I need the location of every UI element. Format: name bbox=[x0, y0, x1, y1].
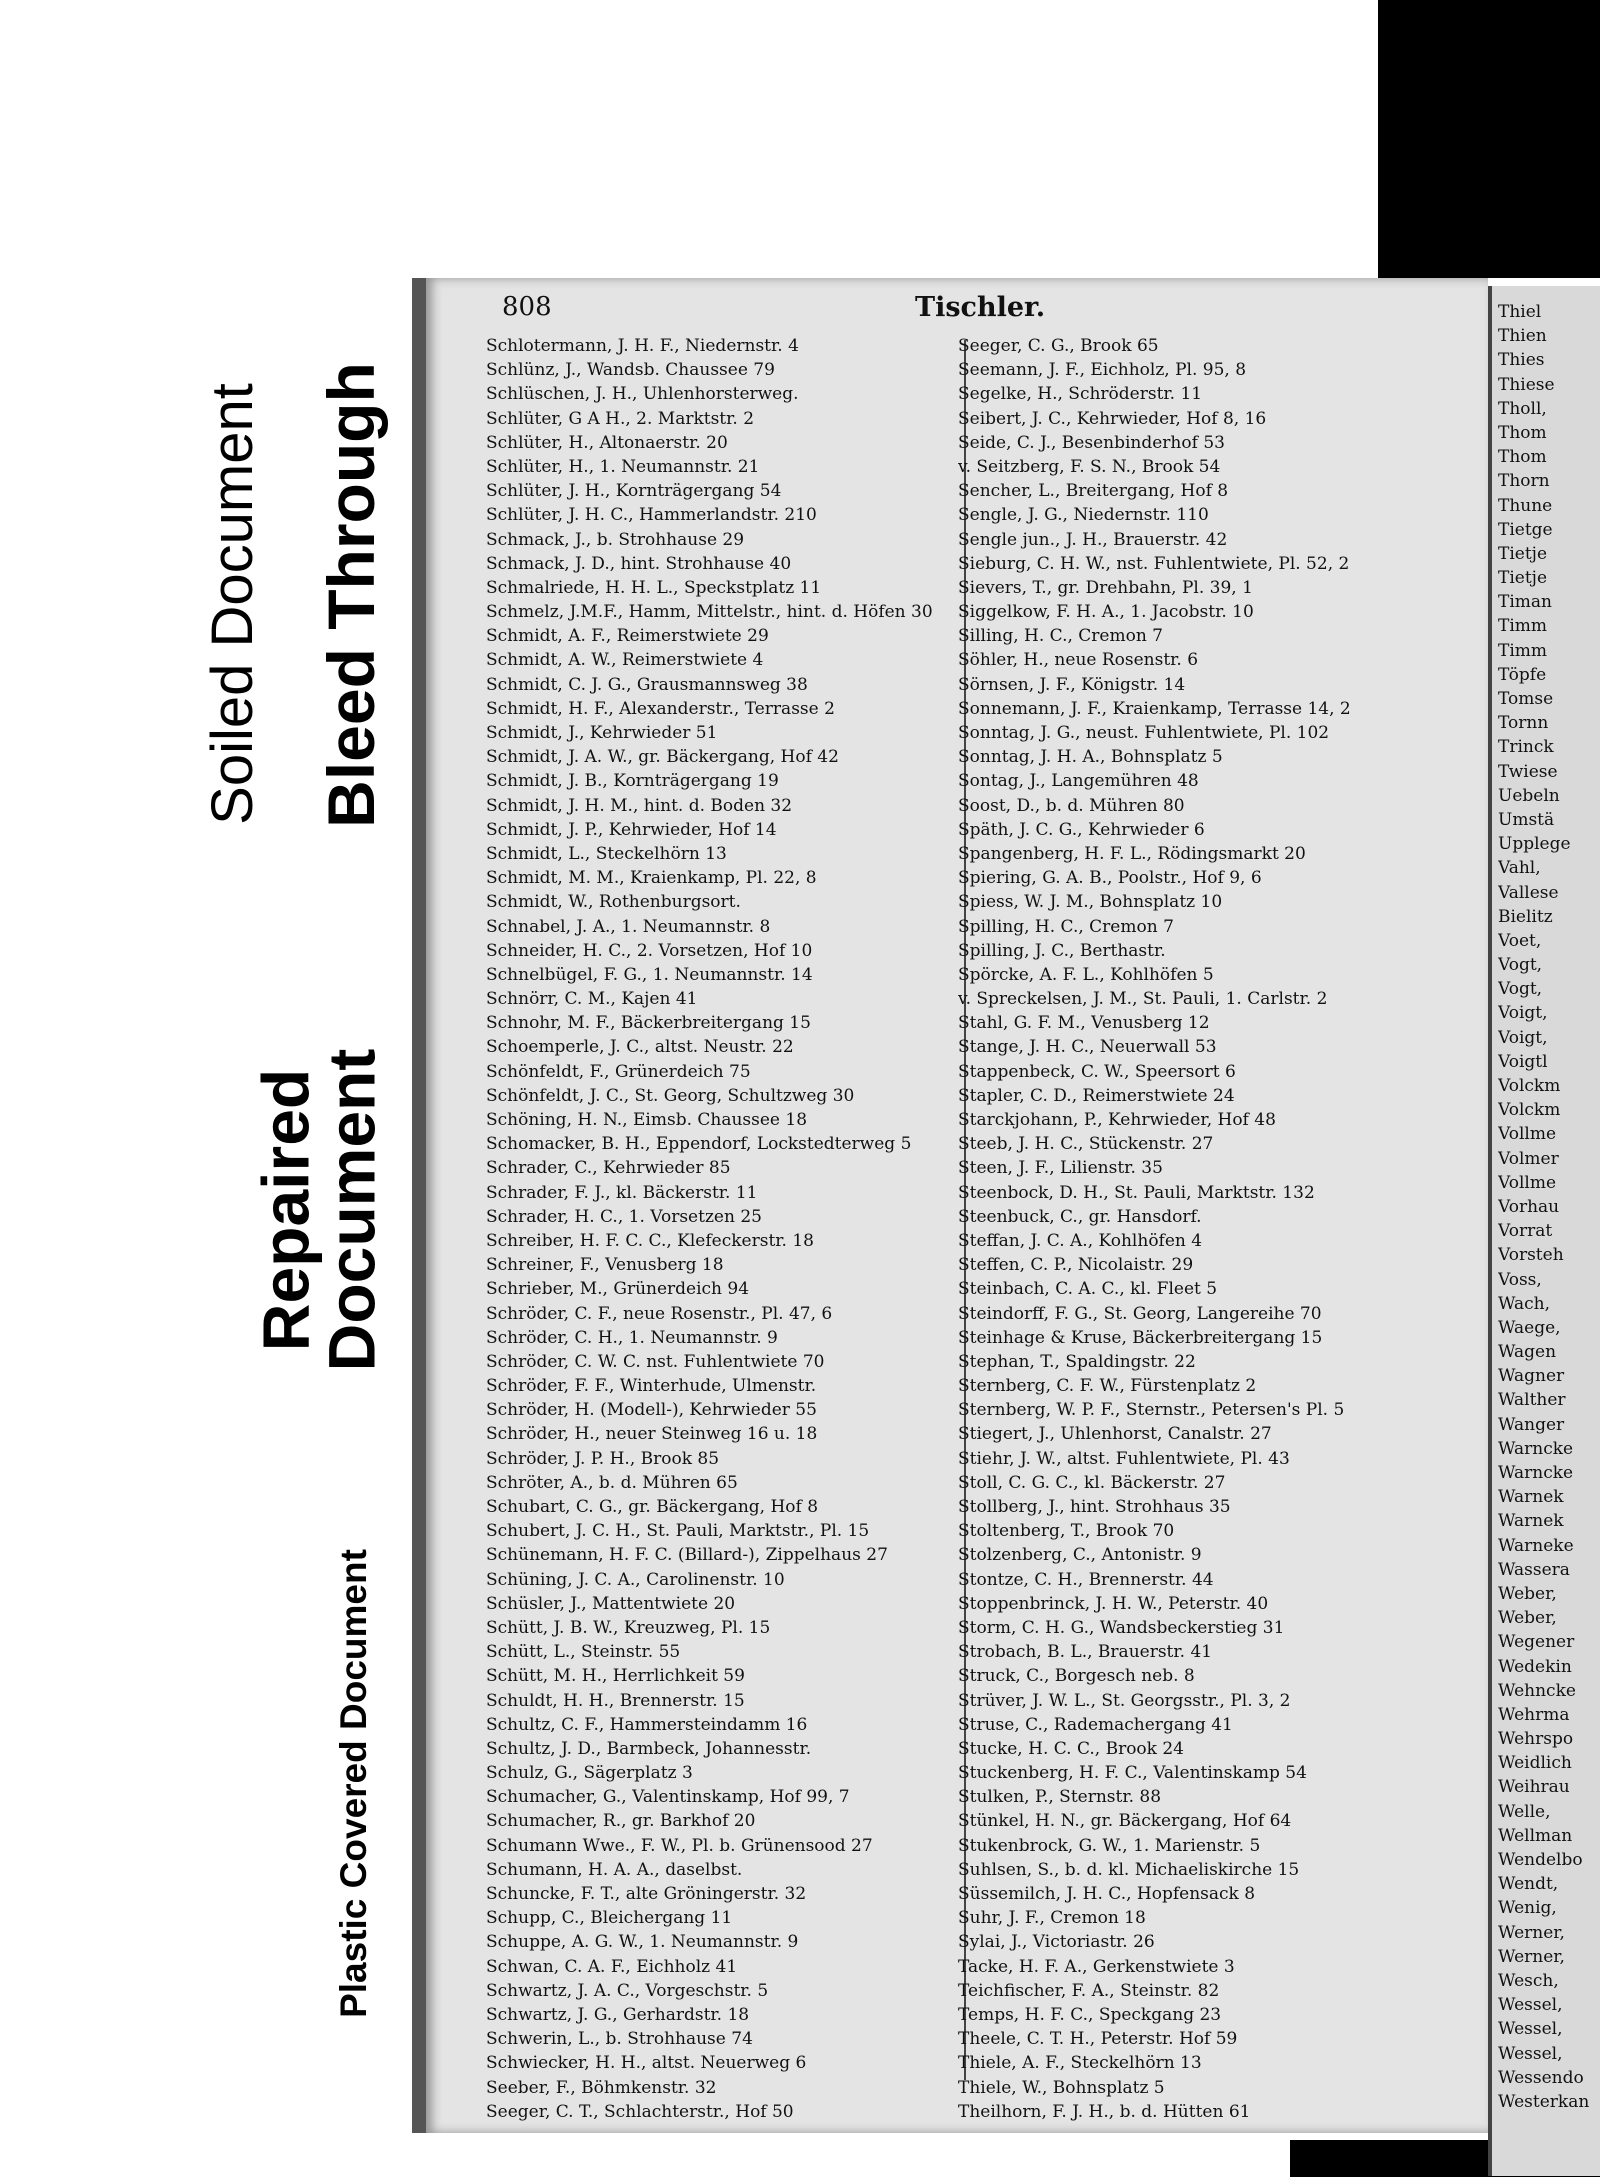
directory-entry: Schubert, J. C. H., St. Pauli, Marktstr., Pl. 15 bbox=[486, 1521, 870, 1542]
directory-entry: Schönfeldt, F., Grünerdeich 75 bbox=[486, 1061, 751, 1082]
directory-entry: Sencher, L., Breitergang, Hof 8 bbox=[958, 481, 1229, 502]
directory-entry: Stuckenberg, H. F. C., Valentinskamp 54 bbox=[958, 1763, 1307, 1784]
next-page-entry-fragment: Wegener bbox=[1498, 1632, 1575, 1653]
next-page-entry-fragment: Thune bbox=[1498, 495, 1553, 516]
directory-entry: Schmidt, C. J. G., Grausmannsweg 38 bbox=[486, 674, 808, 695]
directory-entry: Seide, C. J., Besenbinderhof 53 bbox=[958, 432, 1225, 453]
next-page-entry-fragment: Tietge bbox=[1498, 519, 1553, 540]
directory-entry: Sieburg, C. H. W., nst. Fuhlentwiete, Pl. 52, 2 bbox=[958, 553, 1350, 574]
directory-entry: Schmidt, A. W., Reimerstwiete 4 bbox=[486, 650, 764, 671]
repaired-label-line-2: Document bbox=[314, 1048, 388, 1372]
directory-entry: Soost, D., b. d. Mühren 80 bbox=[958, 795, 1185, 816]
directory-entry: Schwan, C. A. F., Eichholz 41 bbox=[486, 1956, 738, 1977]
directory-entry: Schrader, H. C., 1. Vorsetzen 25 bbox=[486, 1206, 762, 1227]
directory-entry: Schnabel, J. A., 1. Neumannstr. 8 bbox=[486, 916, 771, 937]
next-page-entry-fragment: Warncke bbox=[1498, 1463, 1574, 1483]
next-page-edge bbox=[1488, 286, 1600, 2176]
directory-entry: Schumann Wwe., F. W., Pl. b. Grünensood 27 bbox=[486, 1835, 873, 1856]
next-page-entry-fragment: Trinck bbox=[1498, 737, 1554, 758]
directory-entry: Sonntag, J. H. A., Bohnsplatz 5 bbox=[958, 747, 1223, 768]
directory-entry: Sternberg, W. P. F., Sternstr., Petersen's Pl. 5 bbox=[958, 1400, 1345, 1421]
directory-entry: Sontag, J., Langemühren 48 bbox=[958, 771, 1199, 792]
directory-entry: Stünkel, H. N., gr. Bäckergang, Hof 64 bbox=[958, 1811, 1292, 1832]
directory-entry: Schrader, F. J., kl. Bäckerstr. 11 bbox=[486, 1182, 758, 1203]
directory-entry: Stapler, C. D., Reimerstwiete 24 bbox=[958, 1085, 1235, 1106]
directory-entry: Silling, H. C., Cremon 7 bbox=[958, 626, 1163, 647]
next-page-entry-fragment: Weber, bbox=[1498, 1608, 1557, 1629]
directory-entry: Schüning, J. C. A., Carolinenstr. 10 bbox=[486, 1569, 785, 1590]
next-page-entry-fragment: Twiese bbox=[1498, 761, 1558, 782]
directory-entry: Stulken, P., Sternstr. 88 bbox=[958, 1787, 1162, 1808]
directory-entry: Schwerin, L., b. Strohhause 74 bbox=[486, 2029, 753, 2050]
next-page-entry-fragment: Warncke bbox=[1498, 1438, 1574, 1459]
directory-entry: Sörnsen, J. F., Königstr. 14 bbox=[958, 674, 1186, 695]
directory-entry: Schlüschen, J. H., Uhlenhorsterweg. bbox=[486, 384, 799, 405]
next-page-entry-fragment: Timm bbox=[1498, 640, 1548, 661]
next-page-entry-fragment: Thien bbox=[1498, 326, 1547, 347]
next-page-entry-fragment: Walther bbox=[1498, 1390, 1566, 1411]
directory-entry: Steenbock, D. H., St. Pauli, Marktstr. 132 bbox=[958, 1182, 1315, 1203]
directory-entry: Siggelkow, F. H. A., 1. Jacobstr. 10 bbox=[958, 602, 1254, 623]
right-entry-column bbox=[958, 334, 1438, 2124]
directory-entry: Schmidt, J. H. M., hint. d. Boden 32 bbox=[486, 795, 793, 816]
directory-entry: Temps, H. F. C., Speckgang 23 bbox=[958, 2004, 1222, 2025]
next-page-entry-fragment: Thiese bbox=[1498, 374, 1555, 395]
next-page-entry-fragment: Voigt, bbox=[1498, 1027, 1548, 1048]
directory-entry: Schulz, G., Sägerplatz 3 bbox=[486, 1763, 693, 1784]
directory-entry: Schlüter, J. H. C., Hammerlandstr. 210 bbox=[486, 505, 817, 526]
bleed-through-tab bbox=[292, 310, 410, 880]
next-page-entry-fragment: Thom bbox=[1498, 447, 1547, 468]
directory-entry: Schwartz, J. G., Gerhardstr. 18 bbox=[486, 2004, 750, 2025]
directory-entry: Seemann, J. F., Eichholz, Pl. 95, 8 bbox=[958, 360, 1247, 381]
next-page-entry-fragment: Warneke bbox=[1498, 1535, 1574, 1556]
plastic-covered-label: Plastic Covered Document bbox=[332, 1548, 374, 2018]
next-page-entry-fragment: Vollme bbox=[1498, 1172, 1557, 1193]
directory-entry: Stahl, G. F. M., Venusberg 12 bbox=[958, 1013, 1210, 1034]
directory-entry: Späth, J. C. G., Kehrwieder 6 bbox=[958, 819, 1205, 840]
directory-entry: Schlüter, G A H., 2. Marktstr. 2 bbox=[486, 408, 755, 429]
directory-entry: Söhler, H., neue Rosenstr. 6 bbox=[958, 650, 1199, 671]
next-page-entry-fragment: Wenig, bbox=[1498, 1898, 1557, 1919]
directory-entry: Tacke, H. F. A., Gerkenstwiete 3 bbox=[958, 1956, 1235, 1977]
next-page-entry-fragment: Vogt, bbox=[1498, 955, 1543, 976]
repaired-document-label bbox=[248, 1048, 388, 1372]
next-page-entry-fragment: Wedekin bbox=[1498, 1656, 1572, 1677]
directory-entry: Schnelbügel, F. G., 1. Neumannstr. 14 bbox=[486, 964, 813, 985]
next-page-entry-fragment: Warnek bbox=[1498, 1511, 1564, 1532]
next-page-entry-fragment: Voigtl bbox=[1498, 1051, 1548, 1072]
directory-entry: Schünemann, H. F. C. (Billard-), Zippelhaus 27 bbox=[486, 1545, 888, 1566]
next-page-entry-fragment: Vorhau bbox=[1498, 1196, 1560, 1217]
repaired-document-tab bbox=[224, 975, 412, 1445]
directory-entry: Schmidt, J. A. W., gr. Bäckergang, Hof 42 bbox=[486, 747, 839, 768]
directory-entry: Schultz, J. D., Barmbeck, Johannesstr. bbox=[486, 1738, 812, 1759]
next-page-entry-fragment: Upplege bbox=[1498, 834, 1571, 855]
directory-entry: Schuncke, F. T., alte Gröningerstr. 32 bbox=[486, 1884, 807, 1904]
directory-entry: Schrieber, M., Grünerdeich 94 bbox=[486, 1279, 750, 1300]
directory-entry: Seeber, F., Böhmkenstr. 32 bbox=[486, 2077, 717, 2098]
next-page-entry-fragment: Vorrat bbox=[1498, 1221, 1553, 1242]
next-page-column bbox=[1498, 300, 1589, 2114]
directory-entry: Schmelz, J.M.F., Hamm, Mittelstr., hint. d. Höfen 30 bbox=[486, 602, 933, 623]
next-page-entry-fragment: Timan bbox=[1498, 592, 1552, 613]
next-page-entry-fragment: Werner, bbox=[1498, 1922, 1565, 1943]
directory-entry: Schuppe, A. G. W., 1. Neumannstr. 9 bbox=[486, 1932, 799, 1953]
next-page-entry-fragment: Tomse bbox=[1498, 689, 1554, 709]
directory-entry: Strobach, B. L., Brauerstr. 41 bbox=[958, 1642, 1213, 1663]
directory-entry: Theilhorn, F. J. H., b. d. Hütten 61 bbox=[958, 2101, 1251, 2122]
directory-entry: Schreiber, H. F. C. C., Klefeckerstr. 18 bbox=[486, 1230, 814, 1251]
next-page-entry-fragment: Tholl, bbox=[1498, 398, 1547, 419]
directory-entry: Teichfischer, F. A., Steinstr. 82 bbox=[958, 1980, 1220, 2001]
directory-entry: Seibert, J. C., Kehrwieder, Hof 8, 16 bbox=[958, 408, 1267, 429]
directory-entry: Struck, C., Borgesch neb. 8 bbox=[958, 1666, 1195, 1687]
directory-entry: Schütt, L., Steinstr. 55 bbox=[486, 1642, 681, 1663]
next-page-entry-fragment: Weber, bbox=[1498, 1583, 1557, 1604]
directory-entry: Schmack, J. D., hint. Strohhause 40 bbox=[486, 553, 792, 574]
directory-entry: Sonnemann, J. F., Kraienkamp, Terrasse 14, 2 bbox=[958, 698, 1351, 719]
directory-entry: Schmidt, A. F., Reimerstwiete 29 bbox=[486, 626, 769, 647]
directory-entry: Storm, C. H. G., Wandsbeckerstieg 31 bbox=[958, 1617, 1285, 1638]
directory-entry: Sonntag, J. G., neust. Fuhlentwiete, Pl. 102 bbox=[958, 723, 1330, 743]
next-page-entry-fragment: Wehncke bbox=[1498, 1680, 1576, 1701]
repaired-label-line-1: Repaired bbox=[248, 1068, 322, 1352]
directory-entry: Steinhage & Kruse, Bäckerbreitergang 15 bbox=[958, 1327, 1323, 1348]
next-page-entry-fragment: Warnek bbox=[1498, 1487, 1564, 1508]
directory-entry: Steffen, C. P., Nicolaistr. 29 bbox=[958, 1255, 1194, 1276]
next-page-entry-fragment: Thiel bbox=[1498, 302, 1542, 322]
page-number: 808 bbox=[502, 292, 552, 322]
directory-entry: Segelke, H., Schröderstr. 11 bbox=[958, 384, 1203, 405]
directory-entry: Sievers, T., gr. Drehbahn, Pl. 39, 1 bbox=[958, 577, 1253, 598]
directory-entry: Spilling, J. C., Berthastr. bbox=[958, 940, 1166, 961]
directory-entry: Steffan, J. C. A., Kohlhöfen 4 bbox=[958, 1230, 1203, 1251]
directory-entry: Schmidt, J. B., Kornträgergang 19 bbox=[486, 771, 779, 792]
directory-entry: Schröder, H., neuer Steinweg 16 u. 18 bbox=[486, 1424, 818, 1445]
directory-entry: Theele, C. T. H., Peterstr. Hof 59 bbox=[958, 2029, 1238, 2050]
next-page-entry-fragment: Wehrspo bbox=[1498, 1729, 1574, 1750]
directory-entry: Schütt, J. B. W., Kreuzweg, Pl. 15 bbox=[486, 1617, 771, 1638]
directory-entry: Schneider, H. C., 2. Vorsetzen, Hof 10 bbox=[486, 940, 813, 961]
directory-entry: Schlünz, J., Wandsb. Chaussee 79 bbox=[486, 360, 775, 381]
directory-entry: Schumann, H. A. A., daselbst. bbox=[486, 1859, 743, 1880]
directory-entry: Schultz, C. F., Hammersteindamm 16 bbox=[486, 1714, 808, 1735]
directory-entry: Schoemperle, J. C., altst. Neustr. 22 bbox=[486, 1037, 794, 1058]
next-page-entry-fragment: Wendelbo bbox=[1498, 1850, 1583, 1870]
directory-entry: Schumacher, R., gr. Barkhof 20 bbox=[486, 1811, 756, 1832]
next-page-entry-fragment: Umstä bbox=[1498, 809, 1555, 830]
next-page-entry-fragment: Werner, bbox=[1498, 1946, 1565, 1967]
directory-entry: Thiele, A. F., Steckelhörn 13 bbox=[958, 2053, 1202, 2074]
next-page-entry-fragment: Thies bbox=[1498, 350, 1545, 371]
directory-entry: Schnohr, M. F., Bäckerbreitergang 15 bbox=[486, 1013, 811, 1034]
directory-entry: Schmidt, W., Rothenburgsort. bbox=[486, 892, 741, 913]
directory-entry: Schröder, C. H., 1. Neumannstr. 9 bbox=[486, 1327, 778, 1348]
directory-entry: Schomacker, B. H., Eppendorf, Lockstedterweg 5 bbox=[486, 1134, 912, 1155]
directory-entry: Süssemilch, J. H. C., Hopfensack 8 bbox=[958, 1884, 1256, 1904]
next-page-entry-fragment: Wanger bbox=[1498, 1414, 1565, 1435]
next-page-entry-fragment: Tietje bbox=[1498, 543, 1547, 564]
directory-entry: Schmidt, L., Steckelhörn 13 bbox=[486, 843, 727, 864]
directory-entry: Schlüter, H., 1. Neumannstr. 21 bbox=[486, 456, 760, 477]
next-page-entry-fragment: Wellman bbox=[1498, 1825, 1573, 1846]
directory-entry: Stoltenberg, T., Brook 70 bbox=[958, 1521, 1175, 1542]
next-page-entry-fragment: Thorn bbox=[1498, 471, 1550, 492]
directory-entry: Schöning, H. N., Eimsb. Chaussee 18 bbox=[486, 1110, 808, 1130]
next-page-entry-fragment: Wehrma bbox=[1498, 1704, 1570, 1725]
next-page-entry-fragment: Voigt, bbox=[1498, 1003, 1548, 1024]
directory-entry: Schmack, J., b. Strohhause 29 bbox=[486, 529, 745, 550]
next-page-entry-fragment: Tornn bbox=[1498, 713, 1549, 734]
next-page-entry-fragment: Wassera bbox=[1498, 1559, 1570, 1580]
directory-entry: Schupp, C., Bleichergang 11 bbox=[486, 1908, 733, 1929]
directory-entry: Stollberg, J., hint. Strohhaus 35 bbox=[958, 1497, 1231, 1517]
directory-entry: Schmidt, J. P., Kehrwieder, Hof 14 bbox=[486, 819, 777, 840]
directory-entry: Sternberg, C. F. W., Fürstenplatz 2 bbox=[958, 1376, 1257, 1397]
directory-entry: Schröder, C. W. C. nst. Fuhlentwiete 70 bbox=[486, 1351, 825, 1372]
directory-entry: Schlüter, J. H., Kornträgergang 54 bbox=[486, 481, 782, 502]
directory-entry: Schmidt, M. M., Kraienkamp, Pl. 22, 8 bbox=[486, 868, 817, 889]
directory-entry: Stontze, C. H., Brennerstr. 44 bbox=[958, 1569, 1214, 1590]
directory-entry: Struse, C., Rademachergang 41 bbox=[958, 1714, 1233, 1735]
left-entry-column bbox=[486, 334, 956, 2124]
next-page-entry-fragment: Wessel, bbox=[1498, 1995, 1563, 2016]
directory-entry: Seeger, C. T., Schlachterstr., Hof 50 bbox=[486, 2101, 794, 2122]
directory-entry: Schüsler, J., Mattentwiete 20 bbox=[486, 1593, 736, 1614]
directory-entry: Stiehr, J. W., altst. Fuhlentwiete, Pl. 43 bbox=[958, 1448, 1290, 1469]
directory-entry: Schröder, C. F., neue Rosenstr., Pl. 47, 6 bbox=[486, 1303, 833, 1324]
directory-entry: Schröder, H. (Modell-), Kehrwieder 55 bbox=[486, 1400, 817, 1421]
directory-entry: Stiegert, J., Uhlenhorst, Canalstr. 27 bbox=[958, 1424, 1272, 1445]
directory-entry: Stoppenbrinck, J. H. W., Peterstr. 40 bbox=[958, 1593, 1269, 1614]
directory-entry: Schröder, J. P. H., Brook 85 bbox=[486, 1448, 720, 1469]
directory-entry: Schumacher, G., Valentinskamp, Hof 99, 7 bbox=[486, 1787, 850, 1808]
directory-entry: Suhr, J. F., Cremon 18 bbox=[958, 1908, 1146, 1929]
next-page-entry-fragment: Vallese bbox=[1498, 882, 1559, 903]
directory-entry: Steinbach, C. A. C., kl. Fleet 5 bbox=[958, 1279, 1218, 1300]
next-page-entry-fragment: Voss, bbox=[1498, 1269, 1542, 1290]
directory-entry: Schuldt, H. H., Brennerstr. 15 bbox=[486, 1690, 745, 1711]
directory-entry: Spilling, H. C., Cremon 7 bbox=[958, 916, 1174, 937]
next-page-entry-fragment: Volckm bbox=[1498, 1100, 1561, 1121]
next-page-entry-fragment: Volmer bbox=[1498, 1148, 1559, 1169]
next-page-entry-fragment: Bielitz bbox=[1498, 906, 1553, 927]
directory-entry: Steindorff, F. G., St. Georg, Langereihe 70 bbox=[958, 1303, 1322, 1324]
directory-entry: Schnörr, C. M., Kajen 41 bbox=[486, 989, 698, 1010]
directory-entry: Stukenbrock, G. W., 1. Marienstr. 5 bbox=[958, 1835, 1261, 1856]
next-page-entry-fragment: Wendt, bbox=[1498, 1874, 1559, 1895]
next-page-entry-fragment: Wach, bbox=[1498, 1293, 1551, 1314]
directory-entry: Suhlsen, S., b. d. kl. Michaeliskirche 15 bbox=[958, 1859, 1300, 1880]
directory-entry: Steeb, J. H. C., Stückenstr. 27 bbox=[958, 1134, 1214, 1155]
directory-entry: v. Seitzberg, F. S. N., Brook 54 bbox=[958, 456, 1221, 477]
directory-entry: Steenbuck, C., gr. Hansdorf. bbox=[958, 1206, 1202, 1227]
plastic-covered-tab bbox=[296, 1478, 410, 2088]
next-page-entry-fragment: Wesch, bbox=[1498, 1970, 1559, 1991]
soiled-document-tab bbox=[178, 316, 288, 891]
directory-entry: Stucke, H. C. C., Brook 24 bbox=[958, 1738, 1184, 1759]
next-page-entry-fragment: Wagen bbox=[1498, 1342, 1557, 1363]
directory-entry: Schrader, C., Kehrwieder 85 bbox=[486, 1158, 731, 1179]
directory-entry: Starckjohann, P., Kehrwieder, Hof 48 bbox=[958, 1110, 1276, 1130]
directory-entry: Stolzenberg, C., Antonistr. 9 bbox=[958, 1545, 1202, 1566]
directory-entry: Steen, J. F., Lilienstr. 35 bbox=[958, 1158, 1163, 1179]
scan-bar-top bbox=[1378, 0, 1600, 278]
next-page-entry-fragment: Voet, bbox=[1498, 930, 1542, 951]
directory-entry: Schwartz, J. A. C., Vorgeschstr. 5 bbox=[486, 1980, 769, 2001]
directory-entry: Stange, J. H. C., Neuerwall 53 bbox=[958, 1037, 1217, 1058]
next-page-entry-fragment: Welle, bbox=[1498, 1801, 1551, 1822]
next-page-entry-fragment: Vorsteh bbox=[1498, 1245, 1564, 1266]
next-page-entry-fragment: Uebeln bbox=[1498, 785, 1560, 806]
directory-entry: Spörcke, A. F. L., Kohlhöfen 5 bbox=[958, 964, 1214, 985]
page-title: Tischler. bbox=[915, 292, 1046, 323]
directory-entry: Spiess, W. J. M., Bohnsplatz 10 bbox=[958, 892, 1223, 913]
directory-entry: Stephan, T., Spaldingstr. 22 bbox=[958, 1351, 1196, 1372]
directory-entry: Schmidt, J., Kehrwieder 51 bbox=[486, 723, 718, 743]
directory-entry: Sylai, J., Victoriastr. 26 bbox=[958, 1932, 1155, 1953]
next-page-entry-fragment: Wessel, bbox=[1498, 2019, 1563, 2040]
directory-entry: Thiele, W., Bohnsplatz 5 bbox=[958, 2077, 1165, 2098]
next-page-entry-fragment: Tietje bbox=[1498, 568, 1547, 589]
directory-entry: Stoll, C. G. C., kl. Bäckerstr. 27 bbox=[958, 1472, 1226, 1493]
bleed-through-label: Bleed Through bbox=[314, 362, 388, 828]
directory-entry: Schubart, C. G., gr. Bäckergang, Hof 8 bbox=[486, 1497, 819, 1517]
directory-entry: Schwiecker, H. H., altst. Neuerweg 6 bbox=[486, 2053, 807, 2074]
directory-entry: Stappenbeck, C. W., Speersort 6 bbox=[958, 1061, 1236, 1082]
directory-entry: v. Spreckelsen, J. M., St. Pauli, 1. Carlstr. 2 bbox=[958, 989, 1328, 1010]
directory-entry: Schröder, F. F., Winterhude, Ulmenstr. bbox=[486, 1376, 817, 1397]
next-page-entry-fragment: Vollme bbox=[1498, 1124, 1557, 1145]
directory-entry: Sengle, J. G., Niedernstr. 110 bbox=[958, 505, 1209, 526]
next-page-entry-fragment: Timm bbox=[1498, 616, 1548, 637]
directory-entry: Schreiner, F., Venusberg 18 bbox=[486, 1255, 724, 1276]
next-page-entry-fragment: Weihrau bbox=[1498, 1777, 1570, 1798]
next-page-entry-fragment: Wagner bbox=[1498, 1366, 1565, 1387]
directory-entry: Schlotermann, J. H. F., Niedernstr. 4 bbox=[486, 336, 799, 356]
next-page-entry-fragment: Weidlich bbox=[1498, 1753, 1572, 1774]
directory-entry: Strüver, J. W. L., St. Georgsstr., Pl. 3, 2 bbox=[958, 1690, 1291, 1711]
directory-entry: Schütt, M. H., Herrlichkeit 59 bbox=[486, 1666, 745, 1687]
next-page-entry-fragment: Volckm bbox=[1498, 1076, 1561, 1096]
next-page-entry-fragment: Töpfe bbox=[1498, 664, 1547, 685]
next-page-entry-fragment: Wessel, bbox=[1498, 2043, 1563, 2064]
next-page-entry-fragment: Thom bbox=[1498, 422, 1547, 443]
directory-entry: Schröter, A., b. d. Mühren 65 bbox=[486, 1472, 738, 1493]
next-page-entry-fragment: Waege, bbox=[1498, 1317, 1561, 1338]
soiled-document-label: Soiled Document bbox=[200, 382, 265, 825]
next-page-entry-fragment: Vahl, bbox=[1498, 858, 1541, 879]
next-page-entry-fragment: Vogt, bbox=[1498, 979, 1543, 1000]
directory-entry: Schlüter, H., Altonaerstr. 20 bbox=[486, 432, 728, 453]
directory-entry: Seeger, C. G., Brook 65 bbox=[958, 336, 1159, 356]
directory-entry: Sengle jun., J. H., Brauerstr. 42 bbox=[958, 529, 1228, 550]
directory-entry: Schönfeldt, J. C., St. Georg, Schultzweg 30 bbox=[486, 1085, 855, 1106]
directory-entry: Spiering, G. A. B., Poolstr., Hof 9, 6 bbox=[958, 868, 1262, 889]
next-page-entry-fragment: Westerkan bbox=[1498, 2091, 1590, 2112]
next-page-entry-fragment: Wessendo bbox=[1498, 2067, 1584, 2088]
directory-entry: Schmalriede, H. H. L., Speckstplatz 11 bbox=[486, 577, 822, 598]
directory-entry: Schmidt, H. F., Alexanderstr., Terrasse 2 bbox=[486, 698, 835, 719]
directory-entry: Spangenberg, H. F. L., Rödingsmarkt 20 bbox=[958, 843, 1306, 864]
